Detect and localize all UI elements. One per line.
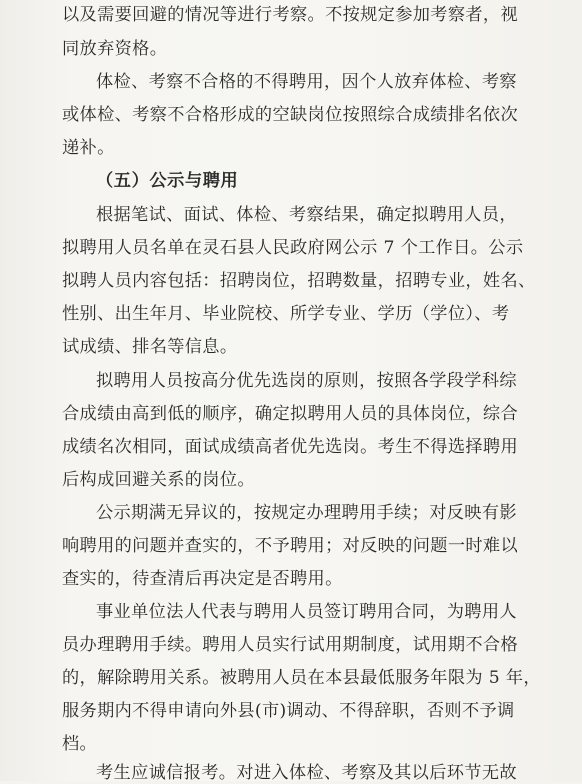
text-line: 的，解除聘用关系。被聘用人员在本县最低服务年限为 5 年， [62, 668, 541, 688]
text-line: 拟聘用人员按高分优先选岗的原则，按照各学段学科综 [96, 371, 517, 391]
text-line: 后构成回避关系的岗位。 [62, 470, 255, 490]
text-line: 档。 [62, 734, 98, 754]
text-line: 试成绩、排名等信息。 [62, 337, 238, 357]
text-line: 响聘用的问题并查实的，不予聘用；对反映的问题一时难以 [62, 536, 518, 556]
text-line: 员办理聘用手续。聘用人员实行试用期制度，试用期不合格 [62, 635, 518, 655]
text-line: 根据笔试、面试、体检、考察结果，确定拟聘用人员， [96, 205, 517, 225]
text-line: 递补。 [62, 138, 115, 158]
text-line: 性别、出生年月、毕业院校、所学专业、学历（学位）、考 [62, 304, 510, 324]
text-line: 拟聘用人员名单在灵石县人民政府网公示 7 个工作日。公示 [62, 238, 524, 258]
text-line: 同放弃资格。 [62, 39, 168, 59]
text-line: 事业单位法人代表与聘用人员签订聘用合同，为聘用人 [96, 602, 517, 622]
text-line: 体检、考察不合格的不得聘用，因个人放弃体检、考察 [96, 72, 517, 92]
text-line: 或体检、考察不合格形成的空缺岗位按照综合成绩排名依次 [62, 105, 518, 125]
text-line: 服务期内不得申请向外县(市)调动、不得辞职，否则不予调 [62, 701, 515, 721]
text-line: 公示期满无异议的，按规定办理聘用手续；对反映有影 [96, 503, 517, 523]
text-line: 考生应诚信报考。对进入体检、考察及其以后环节无故 [96, 763, 517, 783]
section-heading: （五）公示与聘用 [96, 171, 239, 191]
text-line: 合成绩由高到低的顺序，确定拟聘用人员的具体岗位，综合 [62, 404, 518, 424]
text-line: 拟聘人员内容包括：招聘岗位，招聘数量，招聘专业，姓名、 [62, 271, 536, 291]
text-line: 以及需要回避的情况等进行考察。不按规定参加考察者，视 [62, 5, 518, 25]
text-line: 查实的，待查清后再决定是否聘用。 [62, 569, 343, 589]
text-line: 成绩名次相同，面试成绩高者优先选岗。考生不得选择聘用 [62, 437, 518, 457]
